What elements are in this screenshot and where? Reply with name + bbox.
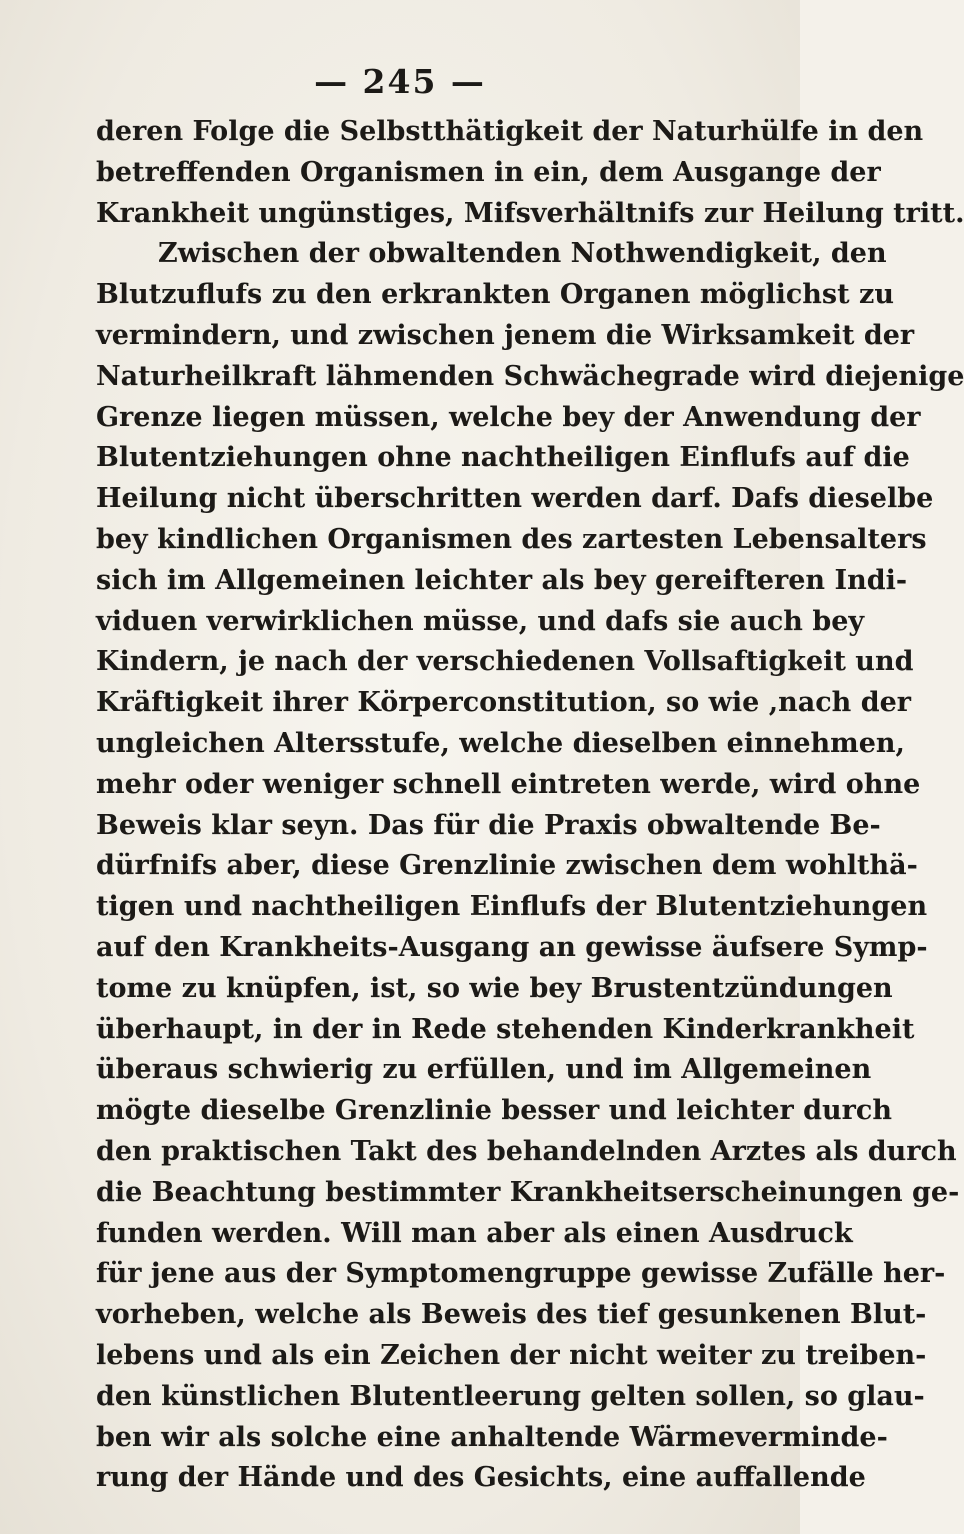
text-line: deren Folge die Selbstthätigkeit der Naturhülfe in den	[96, 116, 924, 147]
text-line: tome zu knüpfen, ist, so wie bey Brustentzündungen	[96, 972, 893, 1004]
text-line: Zwischen der obwaltenden Nothwendigkeit, den	[158, 238, 887, 270]
page-number-header: — 245 —	[314, 62, 486, 101]
text-line: die Beachtung bestimmter Krankheitserscheinungen ge-	[96, 1176, 960, 1208]
text-line: betreffenden Organismen in ein, dem Ausgange der	[96, 156, 881, 188]
text-line: vermindern, und zwischen jenem die Wirksamkeit der	[96, 319, 915, 351]
text-line: überhaupt, in der in Rede stehenden Kinderkrankheit	[96, 1013, 915, 1045]
text-line: funden werden. Will man aber als einen Ausdruck	[96, 1217, 853, 1249]
text-line: den praktischen Takt des behandelnden Arztes als durch	[96, 1135, 957, 1167]
text-line: ungleichen Altersstufe, welche dieselben einnehmen,	[96, 727, 905, 759]
text-line: tigen und nachtheiligen Einflufs der Blutentziehungen	[96, 891, 928, 923]
text-line: Naturheilkraft lähmenden Schwächegrade wird diejenige	[96, 360, 964, 392]
text-line: überaus schwierig zu erfüllen, und im Allgemeinen	[96, 1054, 872, 1086]
text-line: ben wir als solche eine anhaltende Wärmeverminde-	[96, 1421, 888, 1453]
text-line: vorheben, welche als Beweis des tief gesunkenen Blut-	[96, 1299, 927, 1331]
text-line: Kindern, je nach der verschiedenen Vollsaftigkeit und	[96, 646, 914, 678]
text-line: sich im Allgemeinen leichter als bey gereifteren Indi-	[96, 564, 908, 596]
text-line: mögte dieselbe Grenzlinie besser und leichter durch	[96, 1095, 892, 1127]
text-line: rung der Hände und des Gesichts, eine auffallende	[96, 1462, 866, 1494]
text-line: Krankheit ungünstiges, Mifsverhältnifs zur Heilung tritt.	[96, 197, 964, 229]
text-line: Beweis klar seyn. Das für die Praxis obwaltende Be-	[96, 809, 881, 841]
text-line: den künstlichen Blutentleerung gelten sollen, so glau-	[96, 1380, 925, 1412]
text-line: lebens und als ein Zeichen der nicht weiter zu treiben-	[96, 1339, 927, 1371]
text-line: mehr oder weniger schnell eintreten werde, wird ohne	[96, 768, 921, 800]
text-line: für jene aus der Symptomengruppe gewisse Zufälle her-	[96, 1258, 946, 1290]
text-line: Blutentziehungen ohne nachtheiligen Einflufs auf die	[96, 442, 910, 474]
text-line: Grenze liegen müssen, welche bey der Anwendung der	[96, 401, 921, 433]
text-line: auf den Krankheits-Ausgang an gewisse äufsere Symp-	[96, 931, 928, 963]
body-text	[96, 112, 964, 1499]
text-line: Kräftigkeit ihrer Körperconstitution, so wie ,nach der	[96, 687, 911, 719]
text-line: Heilung nicht überschritten werden darf. Dafs dieselbe	[96, 483, 934, 515]
text-line: bey kindlichen Organismen des zartesten Lebensalters	[96, 523, 927, 555]
text-line: viduen verwirklichen müsse, und dafs sie auch bey	[96, 605, 865, 637]
text-line: Blutzuflufs zu den erkrankten Organen möglichst zu	[96, 279, 894, 311]
text-line: dürfnifs aber, diese Grenzlinie zwischen dem wohlthä-	[96, 850, 918, 882]
